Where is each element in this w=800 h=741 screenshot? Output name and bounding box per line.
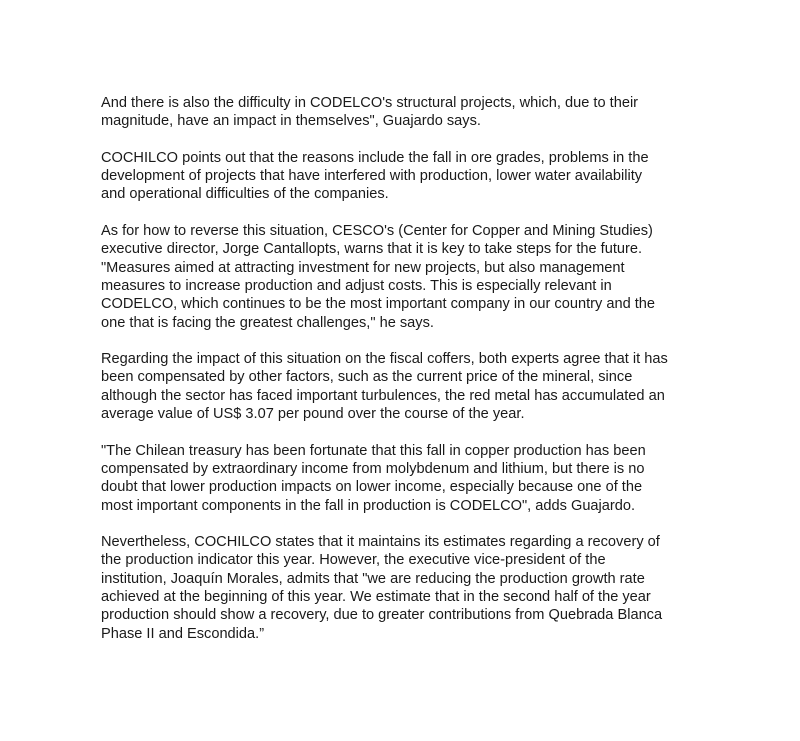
paragraph-chilean-treasury-quote: "The Chilean treasury has been fortunate that this fall in copper production has been compensated by extraordinary income from molybdenum and lithium, but there is no doubt that lower production impacts on lower income, especially because one of the most important components in the fall in production is CODELCO", adds Guajardo. <box>101 442 646 514</box>
document-body <box>101 94 701 661</box>
paragraph-cochilco-reasons: COCHILCO points out that the reasons include the fall in ore grades, problems in the development of projects that have interfered with production, lower water availability and operational difficulties of the companies. <box>101 149 649 203</box>
paragraph-cesco-measures: As for how to reverse this situation, CESCO's (Center for Copper and Mining Studies) executive director, Jorge Cantallopts, warns that it is key to take steps for the future. "Measures aimed at attracting investment for new projects, but also management measures to increase production and adjust costs. This is especially relevant in CODELCO, which continues to be the most important company in our country and the one that is facing the greatest challenges," he says. <box>101 223 656 331</box>
paragraph-fiscal-impact: Regarding the impact of this situation on the fiscal coffers, both experts agree that it has been compensated by other factors, such as the current price of the mineral, since although the sector has faced important turbulences, the red metal has accumulated an average value of US$ 3.07 per pound over the course of the year. <box>101 351 668 423</box>
paragraph-codelco-structural-projects: And there is also the difficulty in CODELCO's structural projects, which, due to their magnitude, have an impact in themselves", Guajardo says. <box>101 95 639 130</box>
paragraph-cochilco-estimates: Nevertheless, COCHILCO states that it maintains its estimates regarding a recovery of the production indicator this year. However, the executive vice-president of the institution, Joaquín Morales, admits that "we are reducing the production growth rate achieved at the beginning of this year. We estimate that in the second half of the year production should show a recovery, due to greater contributions from Quebrada Blanca Phase II and Escondida.” <box>101 534 663 642</box>
